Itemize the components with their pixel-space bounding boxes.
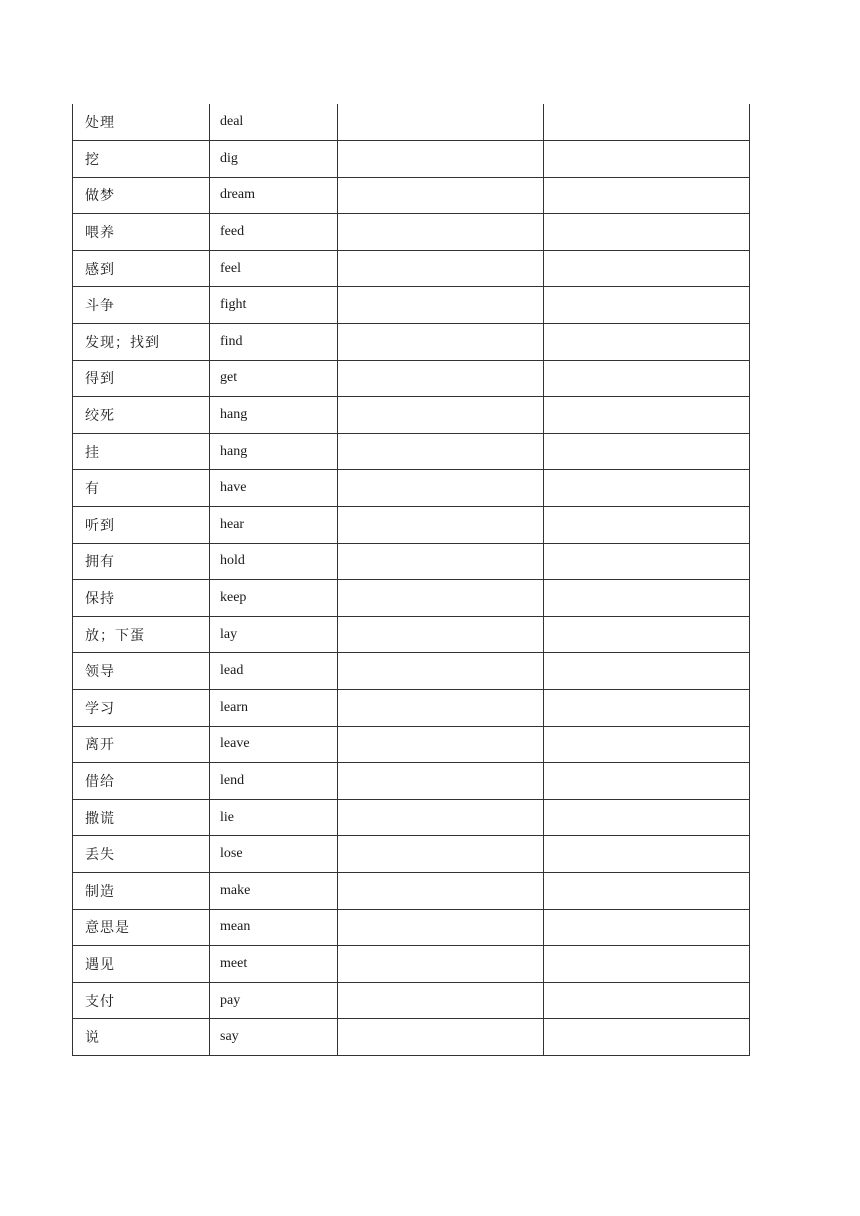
blank-cell-past-tense bbox=[338, 763, 544, 800]
chinese-meaning-cell: 放；下蛋 bbox=[73, 616, 210, 653]
table-row bbox=[73, 104, 750, 141]
chinese-meaning-cell: 离开 bbox=[73, 726, 210, 763]
table-row bbox=[73, 214, 750, 251]
blank-cell-past-tense bbox=[338, 433, 544, 470]
blank-cell-past-tense bbox=[338, 726, 544, 763]
english-word-cell: feel bbox=[210, 250, 338, 287]
blank-cell-past-tense bbox=[338, 580, 544, 617]
english-word-cell: find bbox=[210, 324, 338, 361]
english-word-cell: lend bbox=[210, 763, 338, 800]
blank-cell-past-tense bbox=[338, 946, 544, 983]
table-row bbox=[73, 616, 750, 653]
blank-cell-past-tense bbox=[338, 397, 544, 434]
english-word-cell: have bbox=[210, 470, 338, 507]
blank-cell-past-tense bbox=[338, 1019, 544, 1056]
english-word-cell: hear bbox=[210, 507, 338, 544]
english-word-cell: dig bbox=[210, 141, 338, 178]
table-row bbox=[73, 470, 750, 507]
blank-cell-past-participle bbox=[544, 909, 750, 946]
blank-cell-past-participle bbox=[544, 1019, 750, 1056]
chinese-meaning-cell: 领导 bbox=[73, 653, 210, 690]
chinese-meaning-cell: 说 bbox=[73, 1019, 210, 1056]
chinese-meaning-cell: 做梦 bbox=[73, 177, 210, 214]
blank-cell-past-participle bbox=[544, 946, 750, 983]
table-row bbox=[73, 287, 750, 324]
english-word-cell: lie bbox=[210, 799, 338, 836]
table-row bbox=[73, 909, 750, 946]
table-row bbox=[73, 580, 750, 617]
english-word-cell: hold bbox=[210, 543, 338, 580]
blank-cell-past-tense bbox=[338, 360, 544, 397]
blank-cell-past-participle bbox=[544, 616, 750, 653]
chinese-meaning-cell: 学习 bbox=[73, 690, 210, 727]
blank-cell-past-participle bbox=[544, 580, 750, 617]
blank-cell-past-tense bbox=[338, 799, 544, 836]
table-row bbox=[73, 177, 750, 214]
blank-cell-past-participle bbox=[544, 177, 750, 214]
chinese-meaning-cell: 制造 bbox=[73, 872, 210, 909]
english-word-cell: meet bbox=[210, 946, 338, 983]
blank-cell-past-participle bbox=[544, 360, 750, 397]
table-row bbox=[73, 982, 750, 1019]
chinese-meaning-cell: 拥有 bbox=[73, 543, 210, 580]
table-row bbox=[73, 360, 750, 397]
chinese-meaning-cell: 借给 bbox=[73, 763, 210, 800]
blank-cell-past-participle bbox=[544, 141, 750, 178]
table-row bbox=[73, 250, 750, 287]
chinese-meaning-cell: 喂养 bbox=[73, 214, 210, 251]
chinese-meaning-cell: 遇见 bbox=[73, 946, 210, 983]
chinese-meaning-cell: 保持 bbox=[73, 580, 210, 617]
table-row bbox=[73, 690, 750, 727]
blank-cell-past-tense bbox=[338, 653, 544, 690]
table-row bbox=[73, 726, 750, 763]
blank-cell-past-tense bbox=[338, 250, 544, 287]
english-word-cell: lay bbox=[210, 616, 338, 653]
blank-cell-past-tense bbox=[338, 507, 544, 544]
blank-cell-past-tense bbox=[338, 104, 544, 141]
english-word-cell: fight bbox=[210, 287, 338, 324]
table-row bbox=[73, 946, 750, 983]
chinese-meaning-cell: 绞死 bbox=[73, 397, 210, 434]
table-row bbox=[73, 872, 750, 909]
table-row bbox=[73, 799, 750, 836]
blank-cell-past-tense bbox=[338, 214, 544, 251]
english-word-cell: pay bbox=[210, 982, 338, 1019]
blank-cell-past-participle bbox=[544, 690, 750, 727]
chinese-meaning-cell: 挖 bbox=[73, 141, 210, 178]
blank-cell-past-tense bbox=[338, 909, 544, 946]
blank-cell-past-participle bbox=[544, 214, 750, 251]
chinese-meaning-cell: 斗争 bbox=[73, 287, 210, 324]
vocabulary-table bbox=[72, 104, 750, 1056]
table-row bbox=[73, 543, 750, 580]
blank-cell-past-participle bbox=[544, 433, 750, 470]
blank-cell-past-participle bbox=[544, 104, 750, 141]
chinese-meaning-cell: 听到 bbox=[73, 507, 210, 544]
blank-cell-past-participle bbox=[544, 726, 750, 763]
blank-cell-past-participle bbox=[544, 470, 750, 507]
table-row bbox=[73, 507, 750, 544]
blank-cell-past-tense bbox=[338, 872, 544, 909]
blank-cell-past-tense bbox=[338, 690, 544, 727]
blank-cell-past-tense bbox=[338, 324, 544, 361]
chinese-meaning-cell: 挂 bbox=[73, 433, 210, 470]
blank-cell-past-participle bbox=[544, 250, 750, 287]
english-word-cell: feed bbox=[210, 214, 338, 251]
blank-cell-past-tense bbox=[338, 141, 544, 178]
vocabulary-table-body bbox=[73, 104, 750, 1055]
table-row bbox=[73, 324, 750, 361]
blank-cell-past-participle bbox=[544, 836, 750, 873]
table-row bbox=[73, 141, 750, 178]
english-word-cell: dream bbox=[210, 177, 338, 214]
chinese-meaning-cell: 支付 bbox=[73, 982, 210, 1019]
chinese-meaning-cell: 处理 bbox=[73, 104, 210, 141]
english-word-cell: learn bbox=[210, 690, 338, 727]
english-word-cell: lose bbox=[210, 836, 338, 873]
blank-cell-past-tense bbox=[338, 470, 544, 507]
english-word-cell: get bbox=[210, 360, 338, 397]
blank-cell-past-participle bbox=[544, 287, 750, 324]
table-row bbox=[73, 433, 750, 470]
chinese-meaning-cell: 意思是 bbox=[73, 909, 210, 946]
chinese-meaning-cell: 感到 bbox=[73, 250, 210, 287]
blank-cell-past-tense bbox=[338, 287, 544, 324]
chinese-meaning-cell: 丢失 bbox=[73, 836, 210, 873]
blank-cell-past-participle bbox=[544, 543, 750, 580]
english-word-cell: keep bbox=[210, 580, 338, 617]
table-row bbox=[73, 763, 750, 800]
chinese-meaning-cell: 撒谎 bbox=[73, 799, 210, 836]
blank-cell-past-participle bbox=[544, 982, 750, 1019]
english-word-cell: hang bbox=[210, 397, 338, 434]
table-row bbox=[73, 1019, 750, 1056]
blank-cell-past-participle bbox=[544, 763, 750, 800]
chinese-meaning-cell: 有 bbox=[73, 470, 210, 507]
blank-cell-past-tense bbox=[338, 177, 544, 214]
blank-cell-past-participle bbox=[544, 653, 750, 690]
english-word-cell: say bbox=[210, 1019, 338, 1056]
english-word-cell: mean bbox=[210, 909, 338, 946]
english-word-cell: leave bbox=[210, 726, 338, 763]
table-row bbox=[73, 397, 750, 434]
chinese-meaning-cell: 发现；找到 bbox=[73, 324, 210, 361]
table-row bbox=[73, 653, 750, 690]
blank-cell-past-tense bbox=[338, 982, 544, 1019]
english-word-cell: deal bbox=[210, 104, 338, 141]
english-word-cell: make bbox=[210, 872, 338, 909]
blank-cell-past-participle bbox=[544, 872, 750, 909]
chinese-meaning-cell: 得到 bbox=[73, 360, 210, 397]
blank-cell-past-tense bbox=[338, 543, 544, 580]
blank-cell-past-tense bbox=[338, 836, 544, 873]
table-row bbox=[73, 836, 750, 873]
blank-cell-past-participle bbox=[544, 397, 750, 434]
blank-cell-past-participle bbox=[544, 324, 750, 361]
blank-cell-past-tense bbox=[338, 616, 544, 653]
english-word-cell: hang bbox=[210, 433, 338, 470]
blank-cell-past-participle bbox=[544, 507, 750, 544]
english-word-cell: lead bbox=[210, 653, 338, 690]
blank-cell-past-participle bbox=[544, 799, 750, 836]
